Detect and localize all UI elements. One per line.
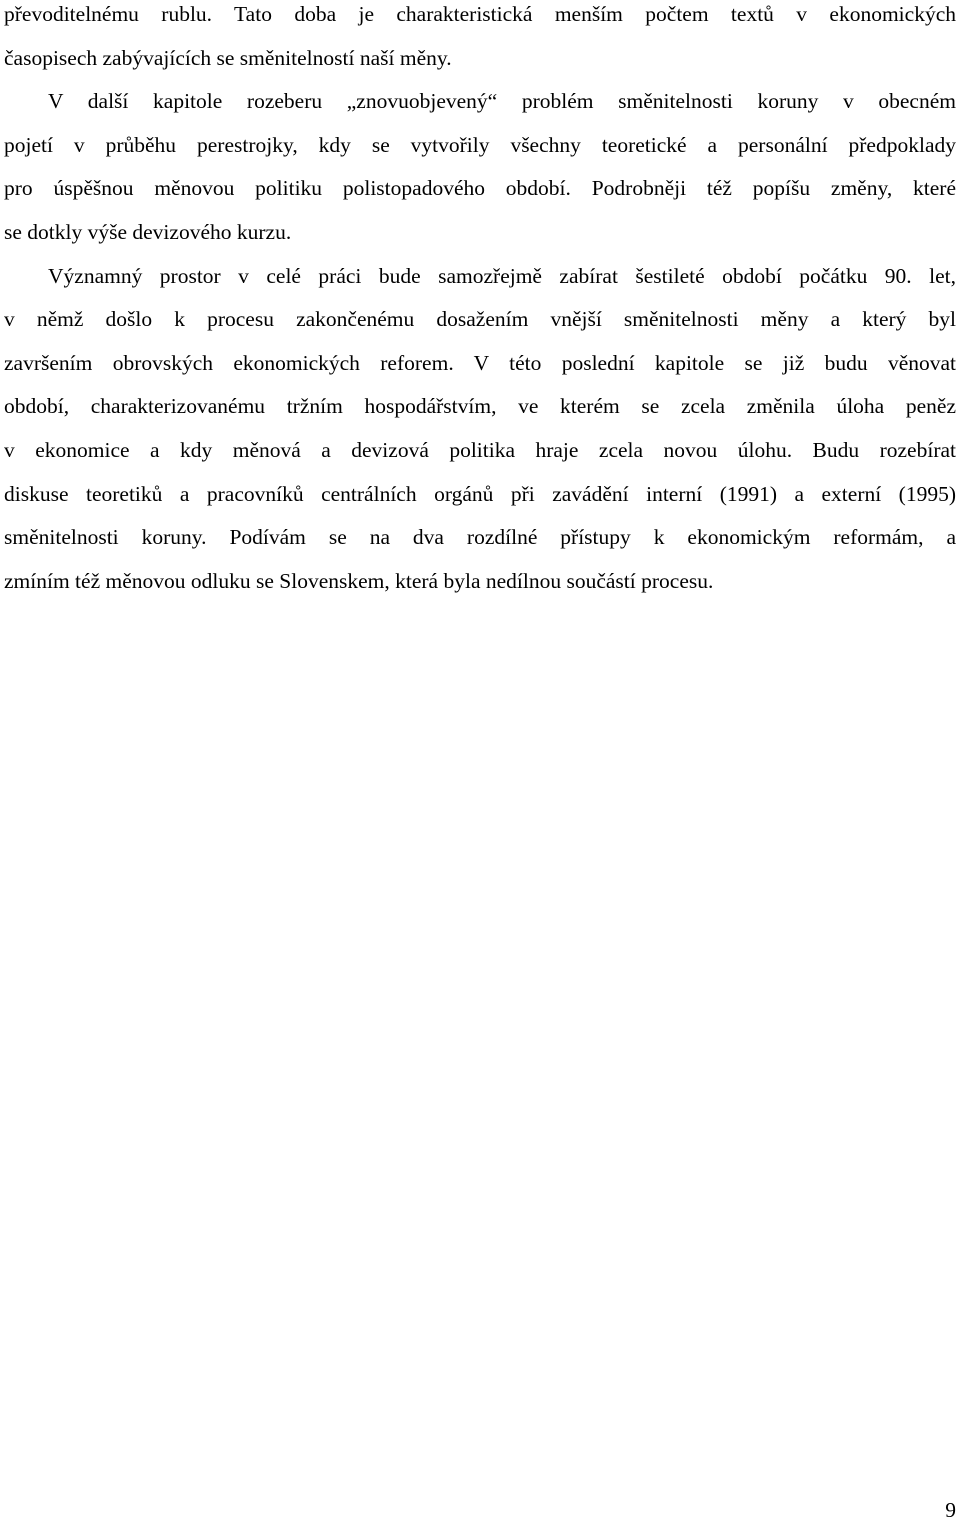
text-line: zmíním též měnovou odluku se Slovenskem, která byla nedílnou součástí procesu. xyxy=(4,568,714,593)
text-line: časopisech zabývajících se směnitelností naší měny. xyxy=(4,45,452,70)
text-line: pro úspěšnou měnovou politiku polistopadového období. Podrobněji též popíšu změny, které xyxy=(4,176,956,201)
text-line: směnitelnosti koruny. Podívám se na dva rozdílné přístupy k ekonomickým reformám, a xyxy=(4,525,956,550)
text-line: v ekonomice a kdy měnová a devizová politika hraje zcela novou úlohu. Budu rozebírat xyxy=(4,437,956,462)
page-number: 9 xyxy=(945,1498,956,1522)
text-line: se dotkly výše devizového kurzu. xyxy=(4,219,292,244)
text-line: V další kapitole rozeberu „znovuobjevený“ problém směnitelnosti koruny v obecném xyxy=(48,89,956,114)
text-line: v němž došlo k procesu zakončenému dosažením vnější směnitelnosti měny a který byl xyxy=(4,307,956,332)
text-line: pojetí v průběhu perestrojky, kdy se vytvořily všechny teoretické a personální předpoklady xyxy=(4,132,956,157)
text-line: převoditelnému rublu. Tato doba je charakteristická menším počtem textů v ekonomických xyxy=(4,2,956,26)
text-line: diskuse teoretiků a pracovníků centrálních orgánů při zavádění interní (1991) a externí (1995) xyxy=(4,481,956,506)
body-text xyxy=(4,0,956,610)
text-line: završením obrovských ekonomických reforem. V této poslední kapitole se již budu věnovat xyxy=(4,350,956,375)
text-line: období, charakterizovanému tržním hospodářstvím, ve kterém se zcela změnila úloha peněz xyxy=(4,394,956,419)
text-line: Významný prostor v celé práci bude samozřejmě zabírat šestileté období počátku 90. let, xyxy=(48,263,956,288)
